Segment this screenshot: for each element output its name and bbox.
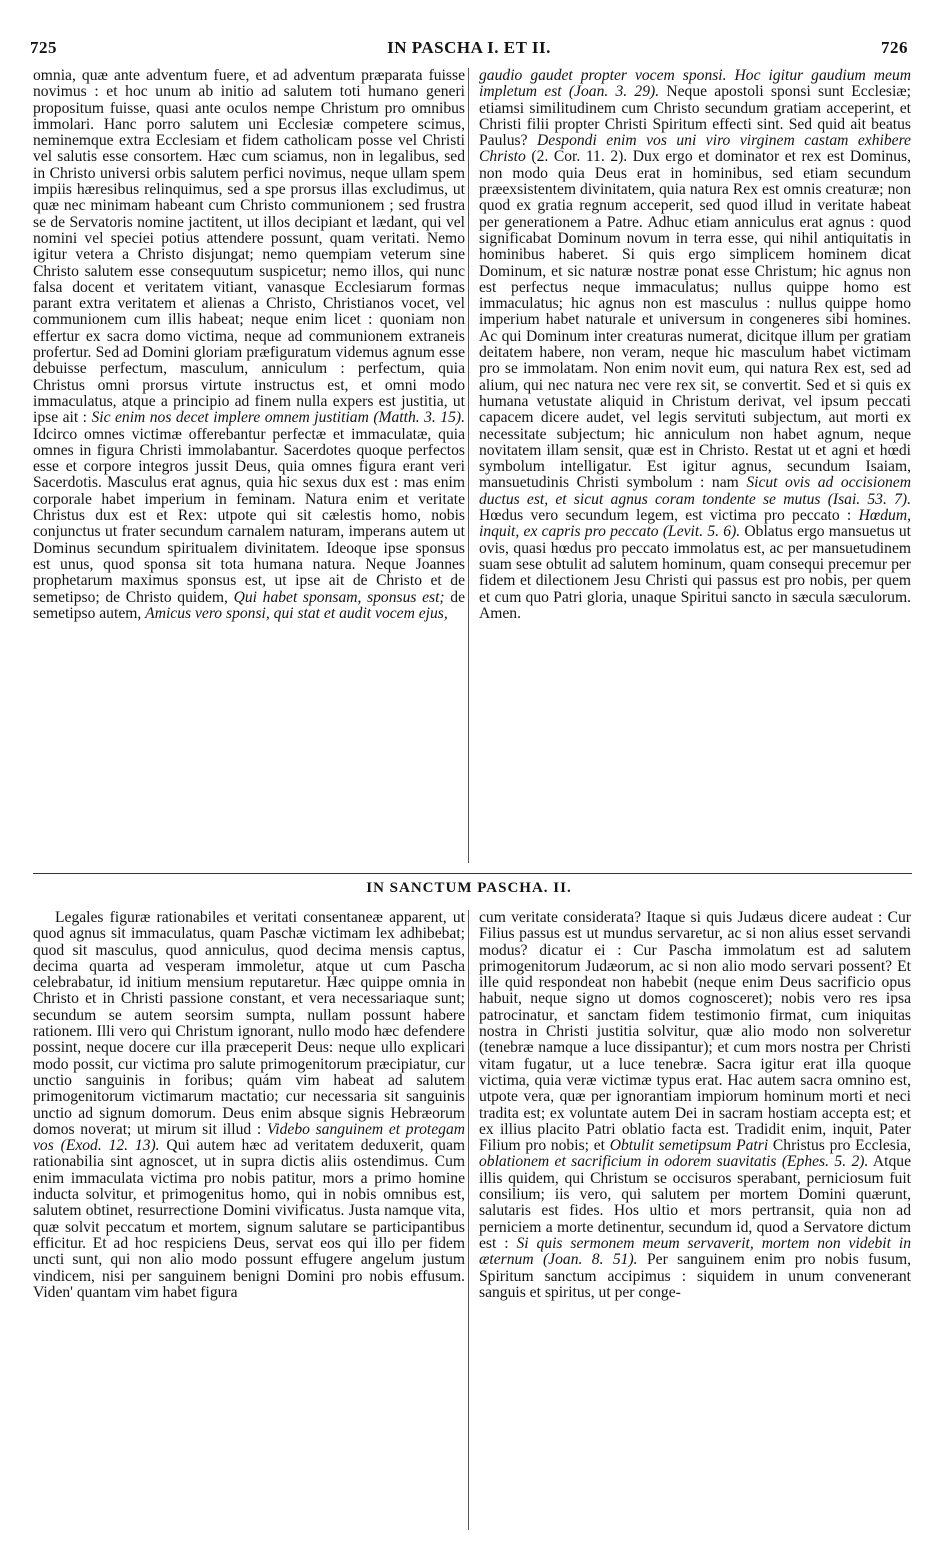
top-left-text: omnia, quæ ante adventum fuere, et ad adventum præparata fuisse novimus : et hoc unum ab initio ad salutem toti humano generi propositum fuisse, quasi ante oculos nempe Christum pro omnibus immolari. Hanc porro salutem uni Ecclesiæ competere scimus, neminemque extra Ecclesiam et fidem catholicam posse vel Christi vel salutis esse consortem. Hæc cum sciamus, non in legalibus, sed in Christo universi orbis salutem perfici novimus, neque ullam spem impiis hæresibus relinquimus, sed a spe prorsus illas excludimus, ut quæ nec minimam habeant cum Christo communionem ; sed frustra se de Servatoris nomine jactitent, ut illos decipiant et lædant, qui vel nomini vel speciei potius attendere possunt, quam veritati. Nemo igitur vetera a Christo disjungat; nemo quempiam veterum sine Christo salutem esse consequutum suspicetur; nemo illos, qui nunc falsa docent et veritatem vitiant, vanasque Ecclesiarum formas parant extra veritatem et alienas a Christo, Christianos vocet, vel communionem cum illis habeat; neque enim licet : quoniam non effertur ex sacra domo victima, neque ad communionem extraneis profertur. Sed ad Domini gloriam præfiguratum videmus agnum esse debuisse perfectum, masculum, anniculum : perfectum, quia Christus omni prorsus virtute instructus est, et omni modo immaculatus, atque a principio ad finem nulla expers est justitia, ut ipse ait : (33, 67, 465, 427)
top-left-column (33, 68, 465, 622)
running-title: IN PASCHA I. ET II. (387, 38, 551, 57)
top-left-text-mid: de semetipso autem, (33, 588, 465, 622)
top-right-paragraph (479, 68, 911, 622)
scripture-reference: (2. Cor. 11. 2). (531, 148, 628, 166)
scripture-reference: (Isai. 53. 7). (827, 490, 911, 508)
scripture-quote: Amicus vero sponsi, qui stat et audit vocem ejus, (145, 604, 448, 622)
bottom-right-text: cum veritate considerata? Itaque si quis Judæus dicere audeat : Cur Filius passus est ut mundus servaretur, ac si non alius esset servandi modus? dicatur ei : Cur Pascha immolatum est ad salutem primogenitorum Judæorum, ac si non alio modo servari possent? Et ille quid respondeat non habebit (neque enim Deus sacrificio opus habuit, neque signo ut domos cognosceret); nobis vero res ipsa patrocinatur, et sanctam fidem testimonio firmat, cum iniquitas nostra in Christi justitia solvitur, quæ alio modo non solveretur (tenebræ namque a luce dissipantur); et cum mors nostra per Christi vitam fugatur, ut a luce tenebræ. Sacra igitur erat illa quoque victima, quia veræ victimæ typus erat. Hac autem sacra omnino est, utpote vera, quæ per ignorantiam impiorum hominum morti et neci tradita est; ex voluntate autem Dei in sacram hostiam accepta est; et ex illius placito Patri oblatio facta est. Tradidit enim, inquit, Pater Filium pro nobis; et (479, 909, 911, 1155)
scripture-quote: Videbo sanguinem et protegam vos (33, 1120, 466, 1155)
bottom-left-text: Legales figuræ rationabiles et veritati consentaneæ apparent, ut quod agnus sit immaculatus, quam Paschæ victimam lex adhibebat; quod sit masculus, quod anniculus, quod decima mensis captus, decima quarta ad vesperam immoletur, atque ut cum Pascha celebrabatur, id initium mensium reputaretur. Hæc quippe omnia in Christo et in Christi passione constant, et vera necessariaque sunt; secundum se autem seorsim sumpta, nullam possunt habere rationem. Illi vero qui Christum ignorant, nullo modo hæc defendere possint, neque docere cur illa præceperit Deus: neque ullo explicari modo possit, cur victima pro salute primogenitorum præcipiatur, cur unctio sanguinis in foribus; quám vim habeat ad salutem primogenitorum victimarum mactatio; cur necessaria sit sanguinis unctio ad signum domorum. Deus enim absque signis Hebræorum domos noverat; ut mirum sit illud : (33, 909, 465, 1138)
top-left-paragraph (33, 68, 465, 622)
bottom-right-text: Per sanguinem enim pro nobis fusum, Spiritum sanctum accipimus : siquidem in unum convenerant sanguis et spiritus, ut per conge- (479, 1251, 911, 1301)
bottom-left-paragraph (33, 910, 465, 1301)
bottom-left-text: Qui autem hæc ad veritatem deduxerit, quam rationabilia sint agnoscet, ut in supra dictis aliis ostendimus. Cum enim immaculata victima pro nobis patitur, mors a primo homine inducta solvitur, et primogenitus homo, qui in nobis omnibus est, salutem obtinet, resurrectione Domini vivificatus. Justa namque vita, quæ solvit peccatum et mortem, signum salutare se participantibus efficitur. Et ad hoc respiciens Deus, servat eos qui illo per fidem uncti sunt, qui non alio modo possunt effugere angelum justum vindicem, nisi per sanguinem benigni Domini pro nobis effusum. Viden' quantam vim habet figura (33, 1137, 466, 1301)
scripture-reference: (Levit. 5. 6). (662, 523, 741, 541)
page-number-left: 725 (30, 38, 57, 57)
scripture-quote: gaudio gaudet propter vocem sponsi. Hoc igitur gaudium meum impletum est (479, 67, 911, 101)
scripture-reference: (Joan. 3. 29). (568, 83, 660, 101)
scripture-quote: Si quis sermonem meum servaverit, mortem non videbit in æternum (479, 1234, 911, 1269)
scripture-reference: (Ephes. 5. 2). (781, 1153, 869, 1171)
top-right-text: Dux ergo et dominator et rex est Dominus, non modo quia Deus erat in hominibus, sed etiam secundum præexsistentem divinitatem, quia natura Rex est omnis creaturæ; non quod ex gratia regnum acceperit, sed quod illud in veritate habeat per generationem a Patre. Adhuc etiam anniculus erat agnus : quod significabat Dominum novum in terra esse, qui nihil antiquitatis in hominibus haberet. Si quis ergo simplicem hominem dicat Dominum, et sic naturæ nostræ ponat esse Christum; hic agnus non est perfectus neque immaculatus; nullus quippe homo est immaculatus; hic agnus non est masculus : nullus quippe homo imperium habet naturale et universum in congeneres sibi homines. Ac qui Dominum inter creaturas numerat, dicitque illum per gratiam deitatem habere, non veram, neque hic masculum habet victimam pro se immolatam. Non enim novit eum, qui natura Rex est, sed ad alium, qui nec natura nec vere rex sit, se convertit. Sed et si quis ex humana vetustate aliquid in Christum derivat, vel ipsum peccati capacem dicere audet, vel legis servituti subjectum, aut morti ex necessitate subjectum; hic anniculum non habet agnum, neque novitatem illam sensit, quæ est in Christo. Restat ut et agni et hœdi symbolum intelligatur. Est igitur agnus, secundum Isaiam, mansuetudinis Christi symbolum : nam (479, 148, 911, 492)
page-number-right: 726 (881, 38, 908, 57)
scripture-quote: Hœdum, inquit, ex capris pro peccato (479, 507, 911, 541)
scripture-quote: Sic enim nos decet implere omnem justitiam (91, 409, 369, 427)
column-divider-top (468, 68, 469, 863)
scripture-quote: Despondi enim vos uni viro virginem castam exhibere Christo (479, 132, 911, 166)
bottom-right-paragraph (479, 910, 911, 1301)
top-right-text: Oblatus ergo mansuetus ut ovis, quasi hœdus pro peccato immolatus est, ac per mansuetudinem suam sese obtulit ad salutem hominum, quam consequi precemur per fidem et dilectionem Jesu Christi qui passus est pro nobis, per quem et cum quo Patri gloria, unaque Spiritui sancto in sæcula sæculorum. Amen. (479, 523, 911, 622)
column-divider-bottom (468, 910, 469, 1530)
scripture-quote: oblationem et sacrificium in odorem suavitatis (479, 1153, 777, 1171)
top-right-text: Hœdus vero secundum legem, est victima pro peccato : (479, 507, 852, 525)
top-right-column (479, 68, 911, 622)
scripture-reference: (Matth. 3. 15). (373, 409, 465, 427)
scripture-reference: (Exod. 12. 13). (60, 1137, 160, 1155)
top-right-text: Neque apostoli sponsi sunt Ecclesiæ; etiamsi similitudinem cum Christo secundum gratiam acceperint, et Christi filii propter Christi Spiritum effecti sint. Sed quid ait beatus Paulus? (479, 83, 912, 150)
bottom-left-column (33, 910, 465, 1301)
scripture-quote: Sicut ovis ad occisionem ductus est, et sicut agnus coram tondente se mutus (479, 474, 911, 508)
scripture-reference: (Joan. 8. 51). (542, 1251, 638, 1269)
running-head (30, 38, 908, 60)
top-left-text-continued: Idcirco omnes victimæ offerebantur perfectæ et immaculatæ, quia omnes in figura Christi immolabantur. Sacerdotes quoque perfectos esse et corpore integros jussit Deus, quia omnes figura erant veri Sacerdotis. Masculus erat agnus, quia hic sexus dux est : mas enim corporale habet imperium in feminam. Natura enim et veritate Christus dux est et Rex: utpote qui sit cælestis homo, nobis conjunctus ut frater secundum carnalem naturam, imperans autem ut Dominus secundum spiritualem divinitatem. Ideoque ipse sponsus est unus, quod sponsa sit tota humana natura. Neque Joannes prophetarum maximus sponsus est, ut ipse ait de Christo et de semetipso; de Christo quidem, (33, 425, 465, 606)
section-divider (33, 873, 912, 874)
bottom-right-text: Christus pro Ecclesia, (772, 1137, 911, 1155)
scripture-quote: Obtulit semetipsum Patri (609, 1137, 769, 1155)
bottom-right-column (479, 910, 911, 1301)
bottom-right-text: Atque illis quidem, qui Christum se occisuros sperabant, perniciosum fuit consilium; iis vero, qui salutem per mortem Domini quærunt, salutaris est fides. Hos ultio et mors pertransit, quia non ad perniciem a morte detinentur, secundum id, quod a Servatore dictum est : (479, 1153, 911, 1252)
section-title: IN SANCTUM PASCHA. II. (366, 880, 572, 896)
scripture-quote: Qui habet sponsam, sponsus est; (233, 588, 445, 606)
